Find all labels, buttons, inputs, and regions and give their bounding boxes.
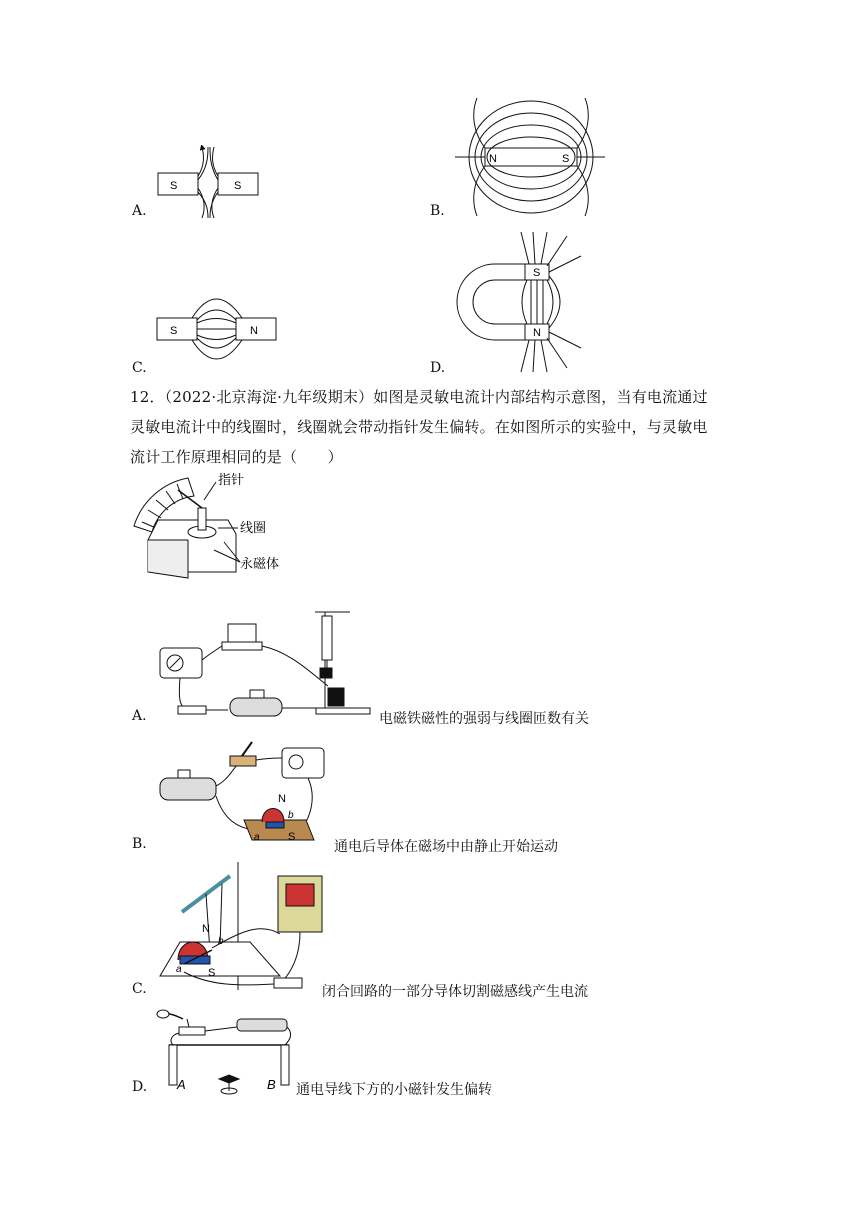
magnet-right-pole: N: [250, 325, 258, 337]
figure-motor-principle-experiment: [158, 740, 333, 850]
option-c-caption: 闭合回路的一部分导体切割磁感线产生电流: [322, 984, 588, 1000]
magnet-south-pole: S: [288, 831, 296, 843]
magnet-left-pole: S: [170, 325, 178, 337]
option-a-caption: 电磁铁磁性的强弱与线圈匝数有关: [379, 711, 589, 727]
option-d-label[interactable]: D.: [132, 1079, 148, 1095]
magnet-north-pole: N: [278, 793, 286, 805]
post-label-b: B: [267, 1077, 276, 1092]
magnet-bottom-pole: N: [533, 327, 541, 339]
label-permanent-magnet: 永磁体: [240, 556, 280, 571]
label-coil: 线圈: [240, 520, 267, 535]
magnet-south-pole: S: [562, 153, 570, 165]
conductor-end-a: a: [254, 832, 260, 843]
post-label-a: A: [177, 1077, 186, 1092]
option-c-label[interactable]: C.: [132, 360, 147, 376]
option-d-caption: 通电导线下方的小磁针发生偏转: [296, 1082, 492, 1098]
option-b-label[interactable]: B.: [430, 203, 445, 219]
option-a-label[interactable]: A.: [132, 708, 147, 724]
magnet-right-pole: S: [234, 180, 242, 192]
figure-bar-magnet-field: [455, 98, 605, 216]
option-a-label[interactable]: A.: [132, 203, 147, 219]
magnet-left-pole: S: [170, 180, 178, 192]
magnet-south-pole: S: [208, 967, 216, 979]
label-pointer: 指针: [218, 472, 245, 487]
figure-oersted-experiment: [155, 1005, 295, 1097]
magnet-north-pole: N: [202, 923, 210, 935]
magnet-north-pole: N: [489, 153, 497, 165]
figure-electromagnetic-induction-experiment: [150, 862, 325, 994]
figure-like-poles-field: [150, 145, 265, 220]
option-c-label[interactable]: C.: [132, 981, 147, 997]
conductor-end-a: a: [176, 964, 182, 975]
conductor-end-b: b: [218, 936, 224, 947]
figure-electromagnet-experiment: [150, 602, 380, 720]
question-12-text: 12．（2022·北京海淀·九年级期末）如图是灵敏电流计内部结构示意图，当有电流通过灵敏电流计中的线圈时，线圈就会带动指针发生偏转。在如图所示的实验中，与灵敏电流计工作原理相同的是（ ）: [130, 388, 708, 466]
magnet-top-pole: S: [533, 267, 541, 279]
figure-unlike-poles-field: [152, 290, 287, 372]
conductor-end-b: b: [288, 810, 294, 821]
option-b-caption: 通电后导体在磁场中由静止开始运动: [334, 839, 558, 855]
figure-galvanometer-structure: [128, 470, 293, 590]
option-d-label[interactable]: D.: [430, 360, 446, 376]
option-b-label[interactable]: B.: [132, 836, 147, 852]
figure-horseshoe-magnet-field: [455, 232, 585, 372]
